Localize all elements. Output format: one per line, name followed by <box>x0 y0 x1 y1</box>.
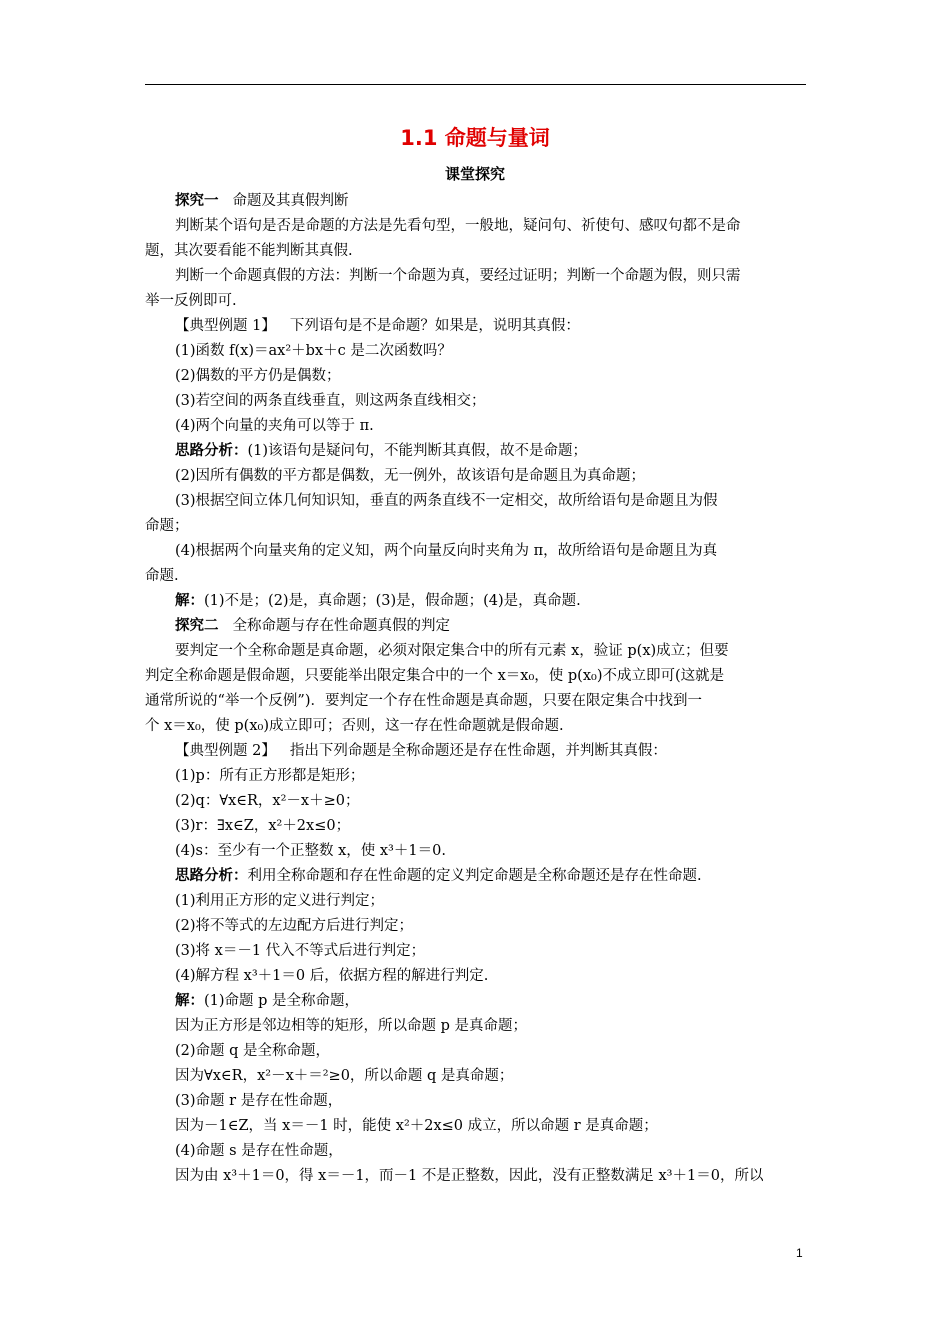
solution-label: 解： <box>175 593 204 609</box>
example-1-question <box>145 314 807 339</box>
analysis-line: (1)利用正方形的定义进行判定； <box>175 893 385 909</box>
analysis-line: (3)将 x＝－1 代入不等式后进行判定； <box>175 943 426 959</box>
analysis-line: (2)因所有偶数的平方都是偶数，无一例外，故该语句是命题且为真命题； <box>175 468 646 484</box>
analysis-line: (2)将不等式的左边配方后进行判定； <box>175 918 414 934</box>
example-item: (4)两个向量的夹角可以等于 π. <box>175 418 374 434</box>
analysis-line: 命题. <box>145 568 179 584</box>
document-body <box>145 189 807 1189</box>
solution-label: 解： <box>175 993 204 1009</box>
heading-text: 命题及其真假判断 <box>232 193 349 209</box>
example-item: (3)r：∃x∈Z，x²＋2x≤0； <box>175 818 351 834</box>
solution-text: (1)不是；(2)是，真命题；(3)是，假命题；(4)是，真命题. <box>204 593 581 609</box>
solution-line: (4)命题 s 是存在性命题， <box>175 1143 343 1159</box>
page-title: 1.1 命题与量词 <box>400 126 550 150</box>
example-question: 指出下列命题是全称命题还是存在性命题，并判断其真假： <box>289 743 667 759</box>
solution-line <box>145 589 807 614</box>
solution-text: (1)命题 p 是全称命题， <box>204 993 360 1009</box>
analysis-label: 思路分析： <box>175 443 248 459</box>
analysis-line: (4)解方程 x³＋1＝0 后，依据方程的解进行判定. <box>175 968 489 984</box>
solution-line: 因为－1∈Z，当 x＝－1 时，能使 x²＋2x≤0 成立，所以命题 r 是真命题； <box>175 1118 658 1134</box>
heading-label: 探究一 <box>175 193 219 209</box>
example-item: (4)s：至少有一个正整数 x，使 x³＋1＝0. <box>175 843 446 859</box>
example-question: 下列语句是不是命题？如果是，说明其真假： <box>289 318 580 334</box>
paragraph: 判断某个语句是否是命题的方法是先看句型，一般地，疑问句、祈使句、感叹句都不是命 <box>175 218 741 234</box>
solution-line <box>145 989 807 1014</box>
solution-line: (3)命题 r 是存在性命题， <box>175 1093 343 1109</box>
paragraph: 判断一个命题真假的方法：判断一个命题为真，要经过证明；判断一个命题为假，则只需 <box>175 268 741 284</box>
example-item: (2)q：∀x∈R，x²－x＋≥0； <box>175 793 360 809</box>
analysis-text: (1)该语句是疑问句，不能判断其真假，故不是命题； <box>247 443 588 459</box>
paragraph-cont: 举一反例即可. <box>145 293 237 309</box>
paragraph-cont: 题，其次要看能不能判断其真假. <box>145 243 353 259</box>
section-heading-2 <box>145 614 807 639</box>
example-item: (2)偶数的平方仍是偶数； <box>175 368 341 384</box>
paragraph: 要判定一个全称命题是真命题，必须对限定集合中的所有元素 x，验证 p(x)成立；但要 <box>175 643 729 659</box>
heading-text: 全称命题与存在性命题真假的判定 <box>232 618 450 634</box>
analysis-line: (4)根据两个向量夹角的定义知，两个向量反向时夹角为 π，故所给语句是命题且为真 <box>175 543 718 559</box>
paragraph-cont: 通常所说的“举一个反例”)．要判定一个存在性命题是真命题，只要在限定集合中找到一 <box>145 693 702 709</box>
analysis-text: 利用全称命题和存在性命题的定义判定命题是全称命题还是存在性命题. <box>247 868 702 884</box>
example-item: (3)若空间的两条直线垂直，则这两条直线相交； <box>175 393 486 409</box>
analysis-line: 命题； <box>145 518 189 534</box>
analysis-line <box>145 864 807 889</box>
solution-line: 因为∀x∈R，x²－x＋＝²≥0，所以命题 q 是真命题； <box>175 1068 514 1084</box>
solution-line: (2)命题 q 是全称命题， <box>175 1043 331 1059</box>
example-label: 【典型例题 1】 <box>175 318 276 334</box>
header-rule <box>145 84 806 85</box>
analysis-line <box>145 439 807 464</box>
solution-line: 因为由 x³＋1＝0，得 x＝－1，而－1 不是正整数，因此，没有正整数满足 x³＋1＝0，所以 <box>175 1168 764 1184</box>
example-label: 【典型例题 2】 <box>175 743 276 759</box>
analysis-label: 思路分析： <box>175 868 248 884</box>
paragraph-cont: 判定全称命题是假命题，只要能举出限定集合中的一个 x＝x₀，使 p(x₀)不成立即可(这就是 <box>145 668 725 684</box>
example-2-question <box>145 739 807 764</box>
section-heading-1 <box>145 189 807 214</box>
example-item: (1)函数 f(x)＝ax²＋bx＋c 是二次函数吗？ <box>175 343 452 359</box>
solution-line: 因为正方形是邻边相等的矩形，所以命题 p 是真命题； <box>175 1018 527 1034</box>
heading-label: 探究二 <box>175 618 219 634</box>
analysis-line: (3)根据空间立体几何知识知，垂直的两条直线不一定相交，故所给语句是命题且为假 <box>175 493 718 509</box>
page-number: 1 <box>796 1246 803 1260</box>
section-subtitle: 课堂探究 <box>444 165 505 183</box>
example-item: (1)p：所有正方形都是矩形； <box>175 768 365 784</box>
paragraph-cont: 个 x＝x₀，使 p(x₀)成立即可；否则，这一存在性命题就是假命题. <box>145 718 564 734</box>
